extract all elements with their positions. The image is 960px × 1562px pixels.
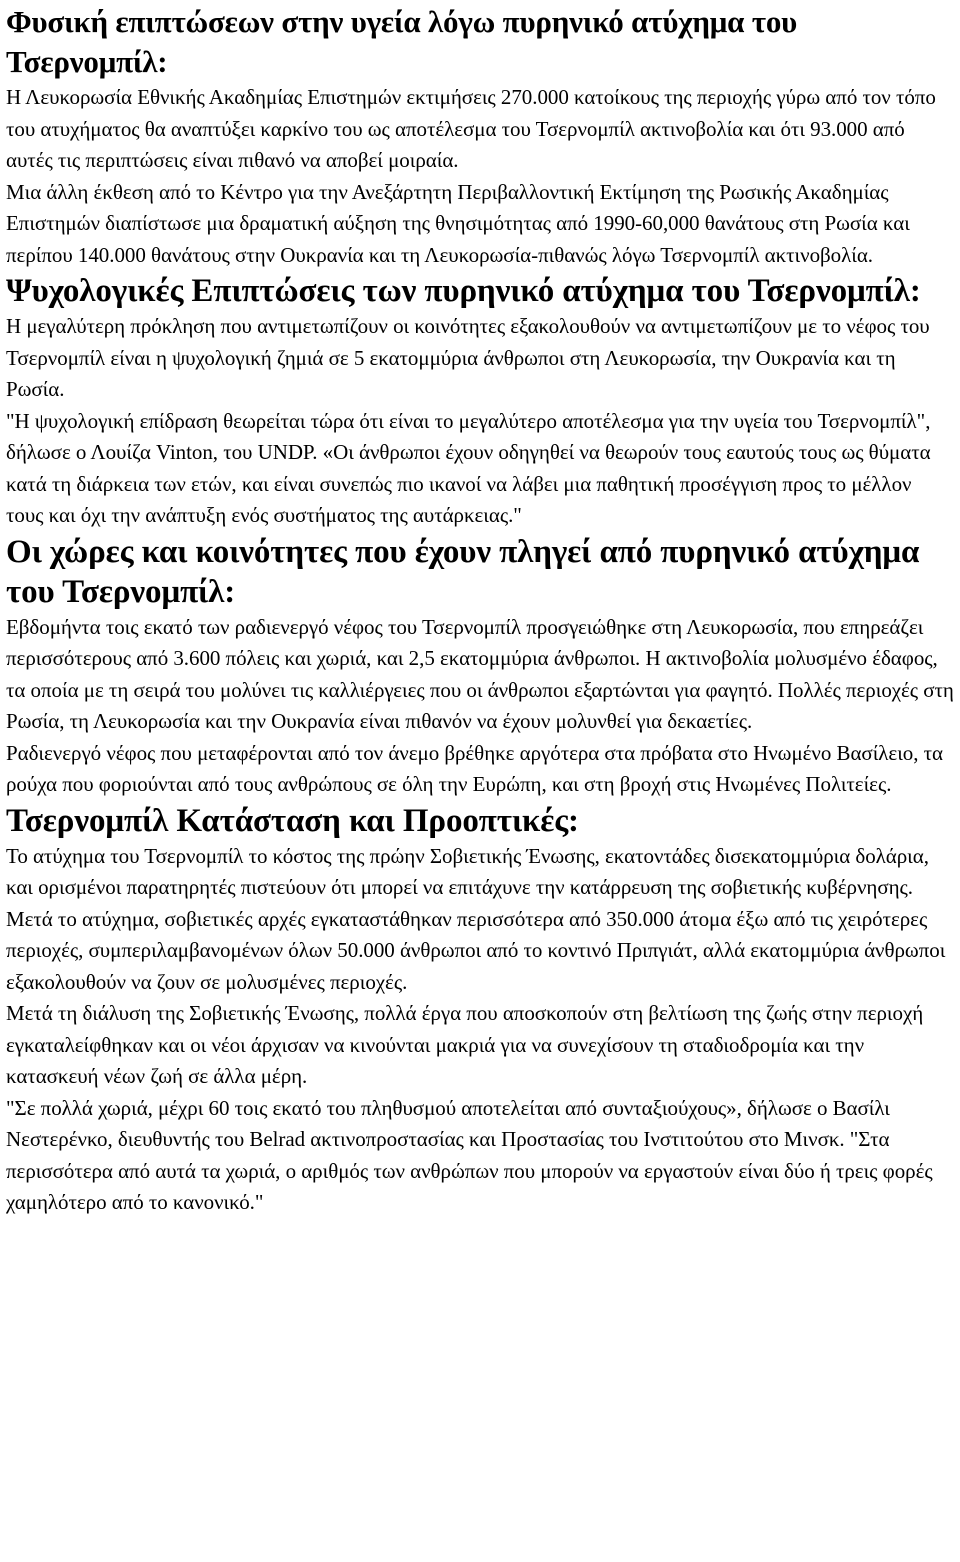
paragraph: Μετά το ατύχημα, σοβιετικές αρχές εγκαταστάθηκαν περισσότερα από 350.000 άτομα έξω από τις χειρότερες περιοχές, συμπεριλαμβανομένων όλων 50.000 άνθρωποι από το κοντινό Πριπγιάτ, αλλά εκατομμύρια άνθρωποι εξακολουθούν να ζουν σε μολυσμένες περιοχές. (6, 906, 946, 994)
paragraph: Ραδιενεργό νέφος που μεταφέρονται από τον άνεμο βρέθηκε αργότερα στα πρόβατα στο Ηνωμένο Βασίλειο, τα ρούχα που φοριούνται από τους ανθρώπους σε όλη την Ευρώπη, και στη βροχή στις Ηνωμένες Πολιτείες. (6, 740, 943, 796)
paragraph: "Η ψυχολογική επίδραση θεωρείται τώρα ότι είναι το μεγαλύτερο αποτέλεσμα για την υγεία του Τσερνομπίλ", δήλωσε ο Λουίζα Vinton, του UNDP. «Οι άνθρωποι έχουν οδηγηθεί να θεωρούν τους εαυτούς τους ως θύματα κατά τη διάρκεια των ετών, και είναι συνεπώς πιο ικανοί να λάβει μια παθητική προσέγγιση προς το μέλλον τους και όχι την ανάπτυξη ενός συστήματος της αυτάρκειας." (6, 408, 931, 527)
paragraph: Η μεγαλύτερη πρόκληση που αντιμετωπίζουν οι κοινότητες εξακολουθούν να αντιμετωπίζουν με το νέφος του Τσερνομπίλ είναι η ψυχολογική ζημιά σε 5 εκατομμύρια άνθρωποι στη Λευκορωσία, την Ουκρανία και τη Ρωσία. (6, 314, 930, 401)
section-heading: Ψυχολογικές Επιπτώσεις των πυρηνικό ατύχημα του Τσερνομπίλ: (6, 273, 921, 309)
paragraph: Εβδομήντα τοις εκατό των ραδιενεργό νέφος του Τσερνομπίλ προσγειώθηκε στη Λευκορωσία, που επηρεάζει περισσότερους από 3.600 πόλεις και χωριά, και 2,5 εκατομμύρια άνθρωποι. Η ακτινοβολία μολυσμένο έδαφος, τα οποία με τη σειρά του μολύνει τις καλλιέργειες που οι άνθρωποι εξαρτώνται για φαγητό. Πολλές περιοχές στη Ρωσία, τη Λευκορωσία και την Ουκρανία είναι πιθανόν να έχουν μολυνθεί για δεκαετίες. (6, 614, 954, 733)
paragraph: Μια άλλη έκθεση από το Κέντρο για την Ανεξάρτητη Περιβαλλοντική Εκτίμηση της Ρωσικής Ακαδημίας Επιστημών διαπίστωσε μια δραματική αύξηση της θνησιμότητας από 1990-60,000 θανάτους στη Ρωσία και περίπου 140.000 θανάτους στην Ουκρανία και τη Λευκορωσία-πιθανώς λόγω Τσερνομπίλ ακτινοβολία. (6, 179, 910, 267)
section-health-effects (6, 0, 954, 271)
paragraph: Μετά τη διάλυση της Σοβιετικής Ένωσης, πολλά έργα που αποσκοπούν στη βελτίωση της ζωής στην περιοχή εγκαταλείφθηκαν και οι νέοι άρχισαν να κινούνται μακριά για να συνεχίσουν τη σταδιοδρομία και την κατασκευή νέων ζωή σε άλλα μέρη. (6, 1001, 924, 1088)
section-heading: Φυσική επιπτώσεων στην υγεία λόγω πυρηνικό ατύχημα του Τσερνομπίλ: (6, 4, 798, 79)
section-status-prospects (6, 801, 954, 1219)
paragraph: "Σε πολλά χωριά, μέχρι 60 τοις εκατό του πληθυσμού αποτελείται από συνταξιούχους», δήλωσε ο Βασίλι Νεστερένκο, διευθυντής του Belrad ακτινοπροστασίας και Προστασίας του Ινστιτούτου στο Μινσκ. "Στα περισσότερα από αυτά τα χωριά, ο αριθμός των ανθρώπων που μπορούν να εργαστούν είναι δύο ή τρεις φορές χαμηλότερο από το κανονικό." (6, 1095, 933, 1214)
paragraph: Η Λευκορωσία Εθνικής Ακαδημίας Επιστημών εκτιμήσεις 270.000 κατοίκους της περιοχής γύρω από τον τόπο του ατυχήματος θα αναπτύξει καρκίνο του ως αποτέλεσμα του Τσερνομπίλ ακτινοβολία και ότι 93.000 από αυτές τις περιπτώσεις είναι πιθανό να αποβεί μοιραία. (6, 85, 936, 172)
section-heading: Οι χώρες και κοινότητες που έχουν πληγεί από πυρηνικό ατύχημα του Τσερνομπίλ: (6, 533, 920, 610)
section-psychological-effects (6, 271, 954, 532)
paragraph: Το ατύχημα του Τσερνομπίλ το κόστος της πρώην Σοβιετικής Ένωσης, εκατοντάδες δισεκατομμύρια δολάρια, και ορισμένοι παρατηρητές πιστεύουν ότι μπορεί να επιτάχυνε την κατάρρευση της σοβιετικής κυβέρνησης. (6, 843, 929, 899)
section-affected-countries (6, 532, 954, 801)
section-heading: Τσερνομπίλ Κατάσταση και Προοπτικές: (6, 802, 579, 839)
